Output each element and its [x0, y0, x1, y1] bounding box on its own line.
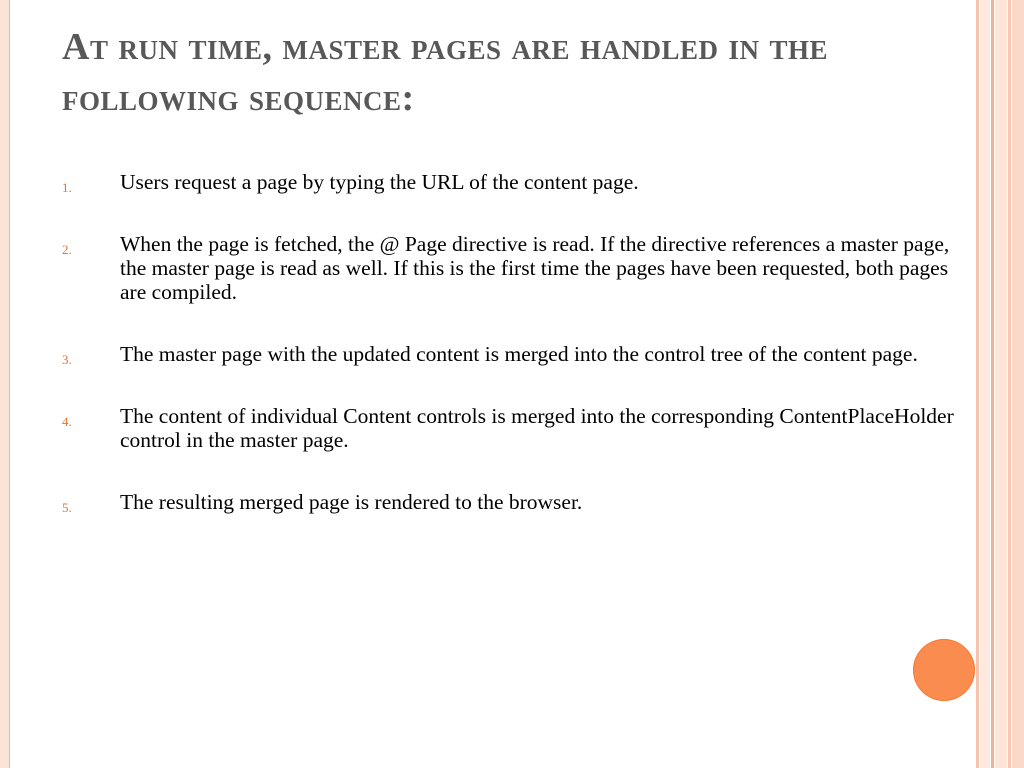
stripe [976, 0, 979, 768]
list-item [62, 404, 967, 452]
slide-title: At run time, master pages are handled in the following sequence: [62, 26, 829, 119]
list-item [62, 342, 967, 366]
stripe [980, 0, 990, 768]
item-text: The resulting merged page is rendered to the browser. [120, 490, 583, 514]
item-number: 2. [62, 242, 72, 257]
item-number: 4. [62, 414, 72, 429]
sequence-list [62, 170, 967, 552]
item-text: The master page with the updated content is merged into the control tree of the content page. [120, 342, 918, 366]
list-item [62, 232, 967, 304]
list-item [62, 490, 967, 514]
list-item [62, 170, 967, 194]
item-text: When the page is fetched, the @ Page directive is read. If the directive references a master page, the master page is read as well. If this is the first time the pages have been requested, both pages are compiled. [120, 232, 950, 304]
item-number: 1. [62, 180, 72, 195]
stripe [1012, 0, 1024, 768]
item-text: Users request a page by typing the URL of the content page. [120, 170, 639, 194]
decorative-circle-icon [913, 639, 975, 701]
left-border-stripe [0, 0, 10, 768]
stripe [995, 0, 1007, 768]
item-number: 5. [62, 500, 72, 515]
right-decorative-stripes [976, 0, 1024, 768]
item-number: 3. [62, 352, 72, 367]
item-text: The content of individual Content controls is merged into the corresponding ContentPlaceHolder control in the master page. [120, 404, 954, 452]
stripe [1008, 0, 1011, 768]
stripe [991, 0, 994, 768]
